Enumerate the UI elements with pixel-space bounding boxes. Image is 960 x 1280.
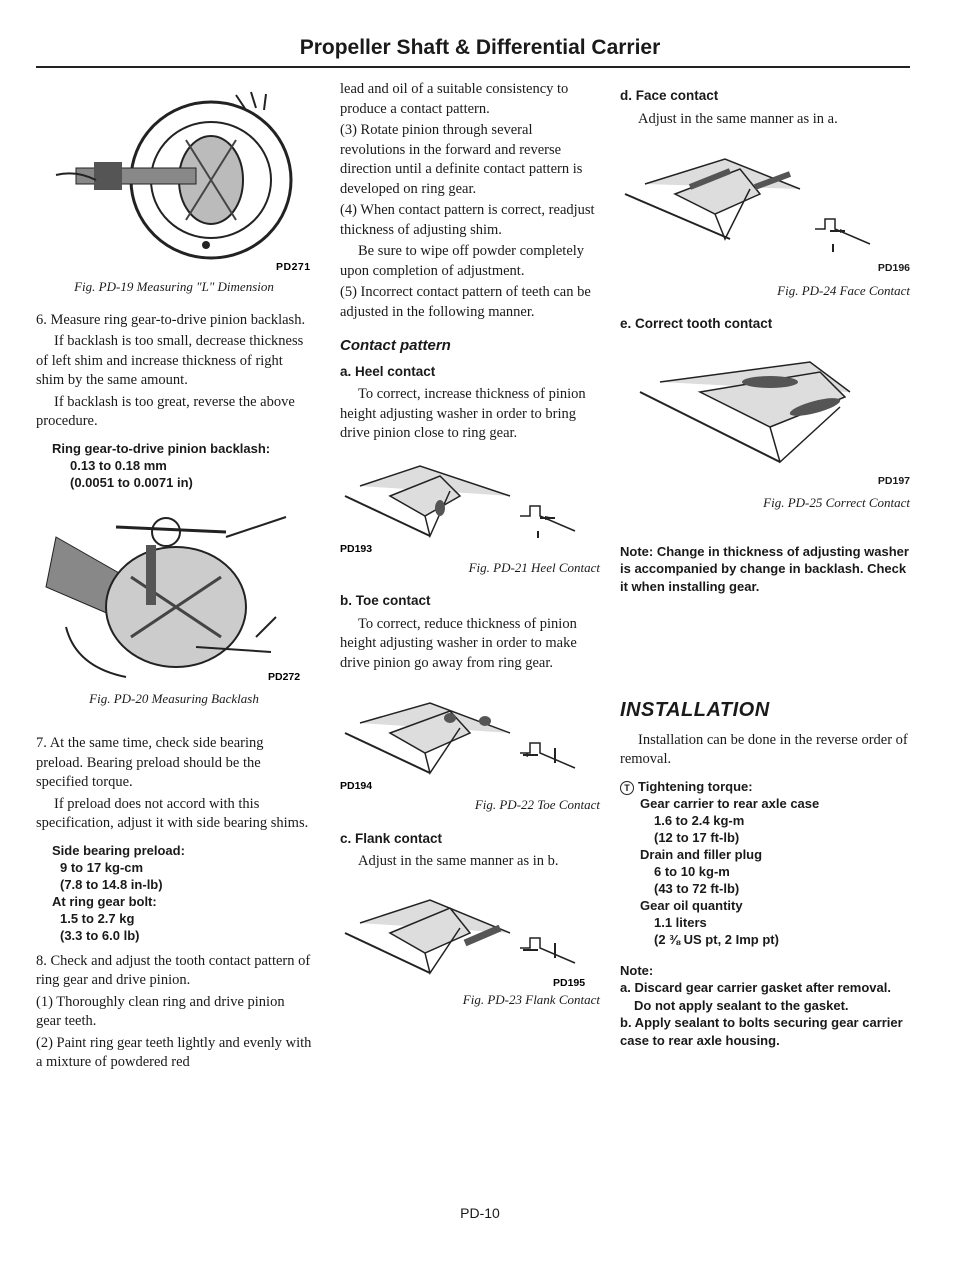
c2-p4: Be sure to wipe off powder completely upon completion of adjustment. xyxy=(340,243,585,279)
face-contact-text: Adjust in the same manner as in a. xyxy=(638,110,838,127)
oil-quantity-label: Gear oil quantity xyxy=(640,897,743,913)
column-right xyxy=(620,80,910,1049)
torque-item2-ftlb: (43 to 72 ft-lb) xyxy=(654,880,740,896)
step8-1: (1) Thoroughly clean ring and drive pinion gear teeth. xyxy=(36,993,285,1029)
fig24-code: PD196 xyxy=(877,262,910,274)
tightening-torque-heading xyxy=(620,778,910,795)
fig22-code: PD194 xyxy=(340,780,373,792)
measuring-backlash-illustration xyxy=(36,497,312,687)
figure-pd25 xyxy=(620,352,910,472)
contact-pattern-heading: Contact pattern xyxy=(340,337,451,354)
fig21-caption: Fig. PD-21 Heel Contact xyxy=(468,559,600,575)
c2-p5: (5) Incorrect contact pattern of teeth can be adjusted in the following manner. xyxy=(340,284,591,320)
toe-contact-illustration xyxy=(340,693,600,793)
installation-text: Installation can be done in the reverse order of removal. xyxy=(620,731,908,767)
spec-ringbolt-title: At ring gear bolt: xyxy=(52,893,157,909)
fig21-code: PD193 xyxy=(340,542,373,555)
header-rule xyxy=(36,66,910,68)
step8-2: (2) Paint ring gear teeth lightly and evenly with a mixture of powdered red xyxy=(36,1034,312,1070)
torque-icon: T xyxy=(620,781,634,795)
flank-contact-text: Adjust in the same manner as in b. xyxy=(358,853,559,869)
torque-item1-ftlb: (12 to 17 ft-lb) xyxy=(654,829,740,845)
toe-contact-heading: b. Toe contact xyxy=(340,593,431,608)
spec-ringbolt-lb: (3.3 to 6.0 lb) xyxy=(60,927,140,943)
toe-contact-text: To correct, reduce thickness of pinion height adjusting washer in order to make drive pinion go away from ring gear. xyxy=(340,615,577,671)
step6-p2: If backlash is too great, reverse the above procedure. xyxy=(36,393,295,429)
heel-contact-text: To correct, increase thickness of pinion height adjusting washer in order to bring drive pinion close to ring gear. xyxy=(340,386,586,441)
note2-a: a. Discard gear carrier gasket after removal. xyxy=(620,980,891,995)
page-header: Propeller Shaft & Differential Carrier xyxy=(299,36,661,59)
torque-item1-kgm: 1.6 to 2.4 kg-m xyxy=(654,812,745,828)
heel-contact-heading: a. Heel contact xyxy=(340,363,436,379)
fig23-code: PD195 xyxy=(553,976,586,988)
correct-contact-illustration xyxy=(620,352,910,472)
fig25-code: PD197 xyxy=(877,474,910,487)
fig25-caption: Fig. PD-25 Correct Contact xyxy=(763,495,910,510)
correct-contact-heading: e. Correct tooth contact xyxy=(620,316,773,331)
column-left xyxy=(36,80,312,1075)
figure-pd21 xyxy=(340,456,600,556)
oil-quantity-liters: 1.1 liters xyxy=(654,914,707,930)
column-middle xyxy=(340,80,600,1023)
face-contact-illustration xyxy=(620,149,910,259)
flank-contact-heading: c. Flank contact xyxy=(340,830,443,846)
face-contact-heading: d. Face contact xyxy=(620,88,719,103)
spec-backlash-mm: 0.13 to 0.18 mm xyxy=(70,457,167,473)
oil-quantity-pints: (2 ⅜ US pt, 2 Imp pt) xyxy=(654,931,779,947)
flank-contact-illustration xyxy=(340,888,600,988)
spec-ringbolt-kg: 1.5 to 2.7 kg xyxy=(60,910,135,926)
fig19-code: PD271 xyxy=(276,261,311,273)
step8: 8. Check and adjust the tooth contact pattern of ring gear and drive pinion. xyxy=(36,952,311,988)
fig22-caption: Fig. PD-22 Toe Contact xyxy=(474,797,600,812)
spec-backlash-title: Ring gear-to-drive pinion backlash: xyxy=(52,440,271,456)
fig23-caption: Fig. PD-23 Flank Contact xyxy=(462,991,600,1007)
note2-heading: Note: xyxy=(620,962,654,978)
figure-pd24 xyxy=(620,149,910,259)
torque-item2-kgm: 6 to 10 kg-m xyxy=(654,863,730,879)
torque-heading-label: Tightening torque: xyxy=(638,778,753,794)
fig24-caption: Fig. PD-24 Face Contact xyxy=(777,282,910,298)
page-number: PD-10 xyxy=(460,1205,500,1221)
figure-pd23 xyxy=(340,888,600,988)
step6-title: 6. Measure ring gear-to-drive pinion backlash. xyxy=(36,311,306,328)
c2-p2: (3) Rotate pinion through several revolutions in the forward and reverse direction until a definite contact pattern is developed on ring gear. xyxy=(340,122,583,197)
spec-preload-title: Side bearing preload: xyxy=(52,842,185,858)
note2-b: b. Apply sealant to bolts securing gear carrier case to rear axle housing. xyxy=(620,1015,903,1048)
step6-p1: If backlash is too small, decrease thickness of left shim and increase thickness of right shim by the same amount. xyxy=(36,333,304,388)
c2-p1: lead and oil of a suitable consistency to produce a contact pattern. xyxy=(340,81,569,117)
step7-title: 7. At the same time, check side bearing preload. Bearing preload should be the specified torque. xyxy=(36,735,264,790)
step7-p1: If preload does not accord with this specification, adjust it with side bearing shims. xyxy=(36,795,309,831)
spec-backlash-in: (0.0051 to 0.0071 in) xyxy=(70,474,193,490)
note2-a2: Do not apply sealant to the gasket. xyxy=(634,997,849,1013)
figure-pd22 xyxy=(340,693,600,793)
fig20-code: PD272 xyxy=(268,670,301,683)
torque-item1: Gear carrier to rear axle case xyxy=(640,795,820,811)
note-washer: Note: Change in thickness of adjusting washer is accompanied by change in backlash. Check it when installing gear. xyxy=(620,543,909,594)
fig19-caption: Fig. PD-19 Measuring "L" Dimension xyxy=(74,279,274,294)
heel-contact-illustration xyxy=(340,456,600,556)
spec-preload-inlb: (7.8 to 14.8 in-lb) xyxy=(60,876,163,892)
measuring-l-dimension-illustration xyxy=(36,80,312,275)
torque-item2: Drain and filler plug xyxy=(640,846,763,862)
installation-heading: INSTALLATION xyxy=(620,699,770,721)
fig20-caption: Fig. PD-20 Measuring Backlash xyxy=(89,690,259,706)
c2-p3: (4) When contact pattern is correct, readjust thickness of adjusting shim. xyxy=(340,202,595,238)
figure-pd20 xyxy=(36,497,312,687)
figure-pd19 xyxy=(36,80,312,275)
spec-preload-kgcm: 9 to 17 kg-cm xyxy=(60,859,144,875)
